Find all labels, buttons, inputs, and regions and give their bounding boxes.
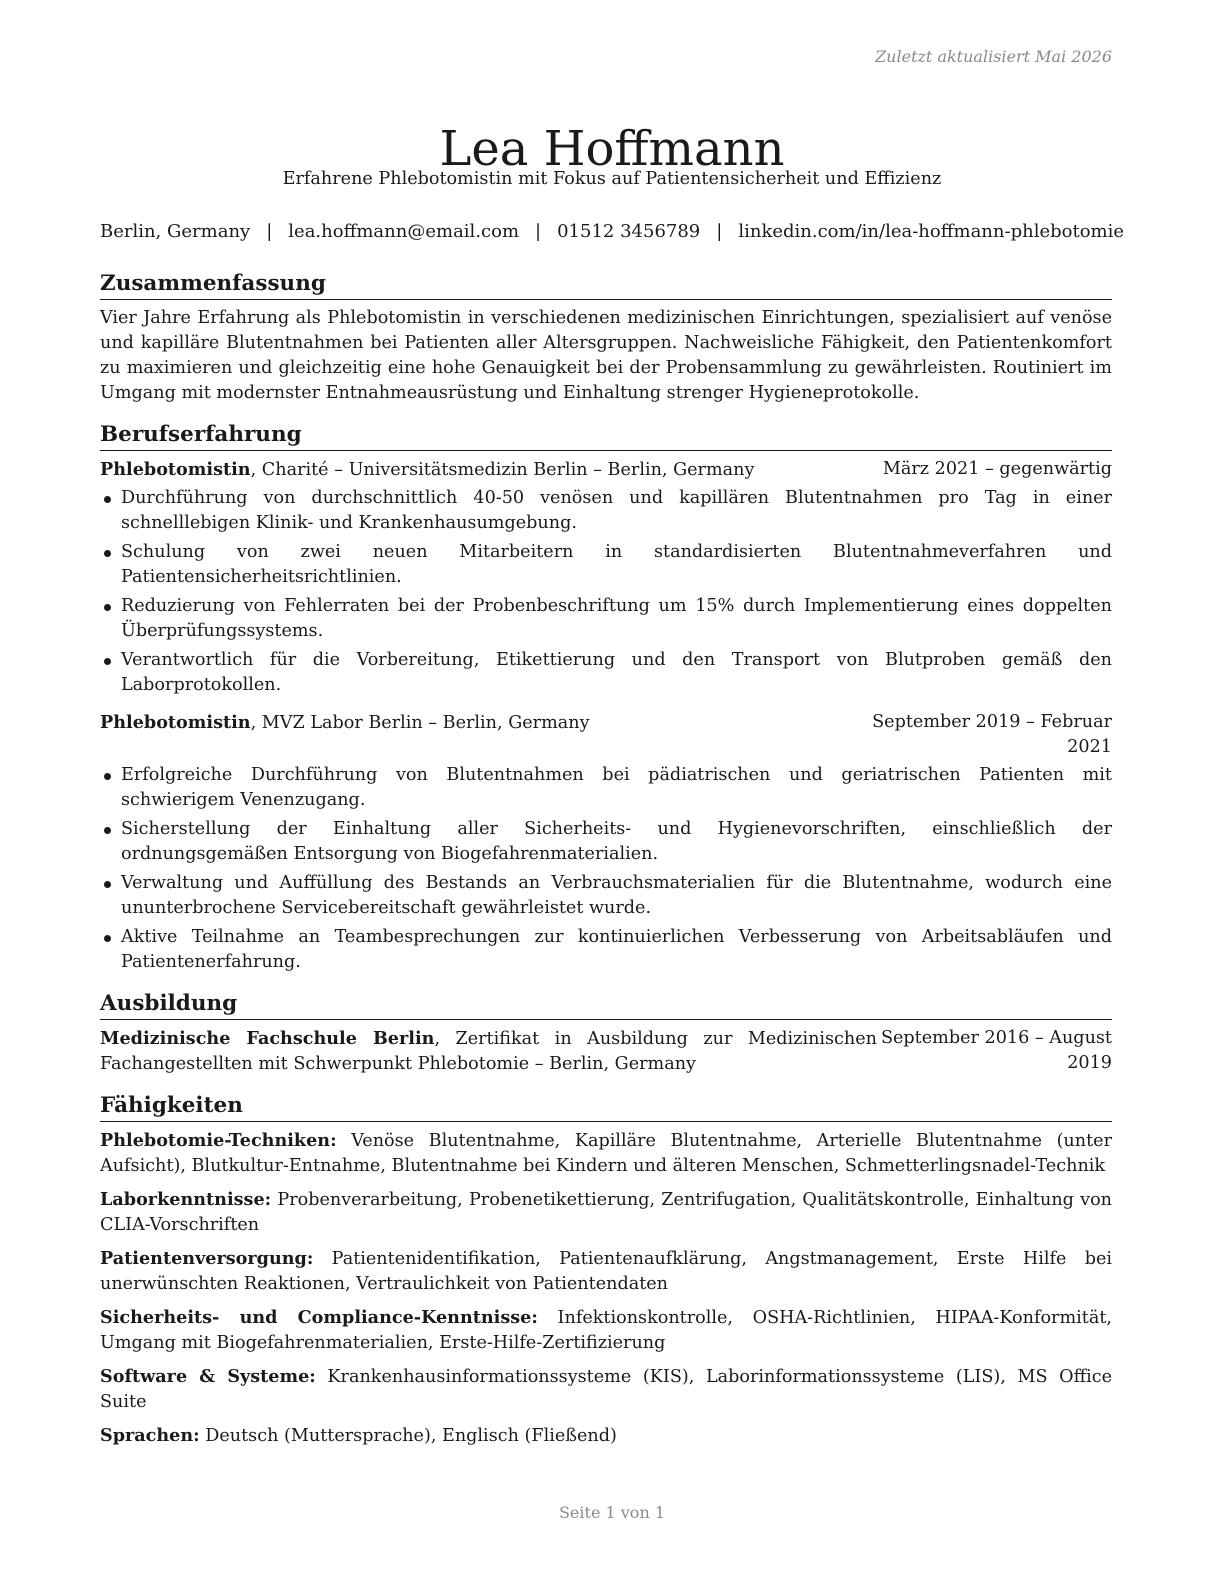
section-heading: Zusammenfassung — [100, 269, 1112, 300]
page-number: Seite 1 von 1 — [558, 1503, 666, 1522]
job-employer: , MVZ Labor Berlin – Berlin, Germany — [250, 713, 590, 733]
summary-text: Vier Jahre Erfahrung als Phlebotomistin in verschiedenen medizinischen Einrichtungen, spezialisiert auf venöse und kapilläre Blutentnahmen bei Patienten aller Altersgruppen. Nachweisliche Fähigkeit, den Patientenkomfort zu maximieren und gleichzeitig eine hohe Genauigkeit bei der Probensammlung zu gewährleisten. Routiniert im Umgang mit modernster Entnahmeausrüstung und Einhaltung strenger Hygieneprotokolle. — [100, 308, 1112, 403]
skill-label: Laborkenntnisse: — [100, 1189, 272, 1210]
section-heading: Berufserfahrung — [100, 420, 1112, 451]
section-heading: Ausbildung — [100, 989, 1112, 1020]
skill-text: Venöse Blutentnahme, Kapilläre Blutentnahme, Arterielle Blutentnahme (unter Aufsicht), Blutkultur-Entnahme, Blutentnahme bei Kindern und älteren Menschen, Schmetterlingsnadel-Technik — [100, 1131, 1112, 1176]
skill-row — [100, 1423, 1112, 1449]
skill-label: Sprachen: — [100, 1425, 200, 1446]
skill-label: Sicherheits- und Compliance-Kenntnisse: — [100, 1307, 538, 1328]
job-title: Phlebotomistin — [100, 459, 251, 480]
education-entry — [100, 1026, 1112, 1077]
skill-row — [100, 1187, 1112, 1238]
education-dates: September 2016 – August 2019 — [880, 1028, 1112, 1073]
job-entry — [100, 710, 1112, 975]
job-dates: September 2019 – Februar 2021 — [872, 712, 1112, 757]
job-header — [100, 457, 1112, 483]
job-dates: März 2021 – gegenwärtig — [882, 459, 1112, 479]
resume-content — [100, 269, 1112, 1463]
list-item: Verantwortlich für die Vorbereitung, Etikettierung und den Transport von Blutproben gemäß den Laborprotokollen. — [100, 648, 1112, 698]
education-details: , Zertifikat in Ausbildung zur Medizinischen Fachangestellten mit Schwerpunkt Phlebotomie – Berlin, Germany — [100, 1029, 877, 1074]
list-item: Verwaltung und Auffüllung des Bestands an Verbrauchsmaterialien für die Blutentnahme, wodurch eine ununterbrochene Servicebereitschaft gewährleistet wurde. — [100, 871, 1112, 921]
job-employer: , Charité – Universitätsmedizin Berlin – Berlin, Germany — [250, 460, 755, 480]
contact-phone[interactable]: 01512 3456789 — [557, 221, 701, 242]
contact-separator: | — [266, 221, 273, 242]
education-section — [100, 989, 1112, 1077]
list-item: Durchführung von durchschnittlich 40-50 venösen und kapillären Blutentnahmen pro Tag in einer schnelllebigen Klinik- und Krankenhausumgebung. — [100, 486, 1112, 536]
skill-row — [100, 1128, 1112, 1179]
list-item: Sicherstellung der Einhaltung aller Sicherheits- und Hygienevorschriften, einschließlich der ordnungsgemäßen Entsorgung von Biogefahrenmaterialien. — [100, 817, 1112, 867]
job-bullets — [100, 486, 1112, 698]
list-item: Aktive Teilnahme an Teambesprechungen zur kontinuierlichen Verbesserung von Arbeitsabläufen und Patientenerfahrung. — [100, 925, 1112, 975]
last-updated: Zuletzt aktualisiert Mai 2026 — [875, 47, 1112, 66]
experience-section — [100, 420, 1112, 975]
job-entry — [100, 457, 1112, 698]
skill-text: Krankenhausinformationssysteme (KIS), Laborinformationssysteme (LIS), MS Office Suite — [100, 1367, 1112, 1412]
skills-section — [100, 1091, 1112, 1449]
job-bullets — [100, 763, 1112, 975]
skill-row — [100, 1246, 1112, 1297]
list-item: Reduzierung von Fehlerraten bei der Probenbeschriftung um 15% durch Implementierung eines doppelten Überprüfungssystems. — [100, 594, 1112, 644]
section-heading: Fähigkeiten — [100, 1091, 1112, 1122]
skill-row — [100, 1364, 1112, 1415]
skill-row — [100, 1305, 1112, 1356]
skill-label: Phlebotomie-Techniken: — [100, 1130, 337, 1151]
skill-text: Probenverarbeitung, Probenetikettierung, Zentrifugation, Qualitätskontrolle, Einhaltung von CLIA-Vorschriften — [100, 1190, 1112, 1235]
contact-location: Berlin, Germany — [99, 221, 251, 242]
contact-linkedin[interactable]: linkedin.com/in/lea-hoffmann-phlebotomie — [738, 221, 1125, 242]
school-name: Medizinische Fachschule Berlin — [100, 1028, 435, 1049]
contact-line — [0, 219, 1224, 244]
list-item: Erfolgreiche Durchführung von Blutentnahmen bei pädiatrischen und geriatrischen Patienten mit schwierigem Venenzugang. — [100, 763, 1112, 813]
job-header — [100, 710, 1112, 760]
list-item: Schulung von zwei neuen Mitarbeitern in standardisierten Blutentnahmeverfahren und Patientensicherheitsrichtlinien. — [100, 540, 1112, 590]
job-title: Phlebotomistin — [100, 712, 251, 733]
contact-separator: | — [716, 221, 723, 242]
candidate-name: Lea Hoffmann — [439, 121, 785, 178]
summary-section — [100, 269, 1112, 406]
contact-email[interactable]: lea.hoffmann@email.com — [288, 221, 520, 242]
skill-text: Infektionskontrolle, OSHA-Richtlinien, HIPAA-Konformität, Umgang mit Biogefahrenmaterialien, Erste-Hilfe-Zertifizierung — [100, 1308, 1112, 1353]
tagline: Erfahrene Phlebotomistin mit Fokus auf Patientensicherheit und Effizienz — [282, 169, 942, 189]
skill-label: Software & Systeme: — [100, 1366, 316, 1387]
skill-text: Patientenidentifikation, Patientenaufklärung, Angstmanagement, Erste Hilfe bei unerwünschten Reaktionen, Vertraulichkeit von Patientendaten — [100, 1249, 1112, 1294]
skill-text: Deutsch (Muttersprache), Englisch (Fließend) — [199, 1426, 617, 1446]
skill-label: Patientenversorgung: — [100, 1248, 314, 1269]
contact-separator: | — [535, 221, 542, 242]
